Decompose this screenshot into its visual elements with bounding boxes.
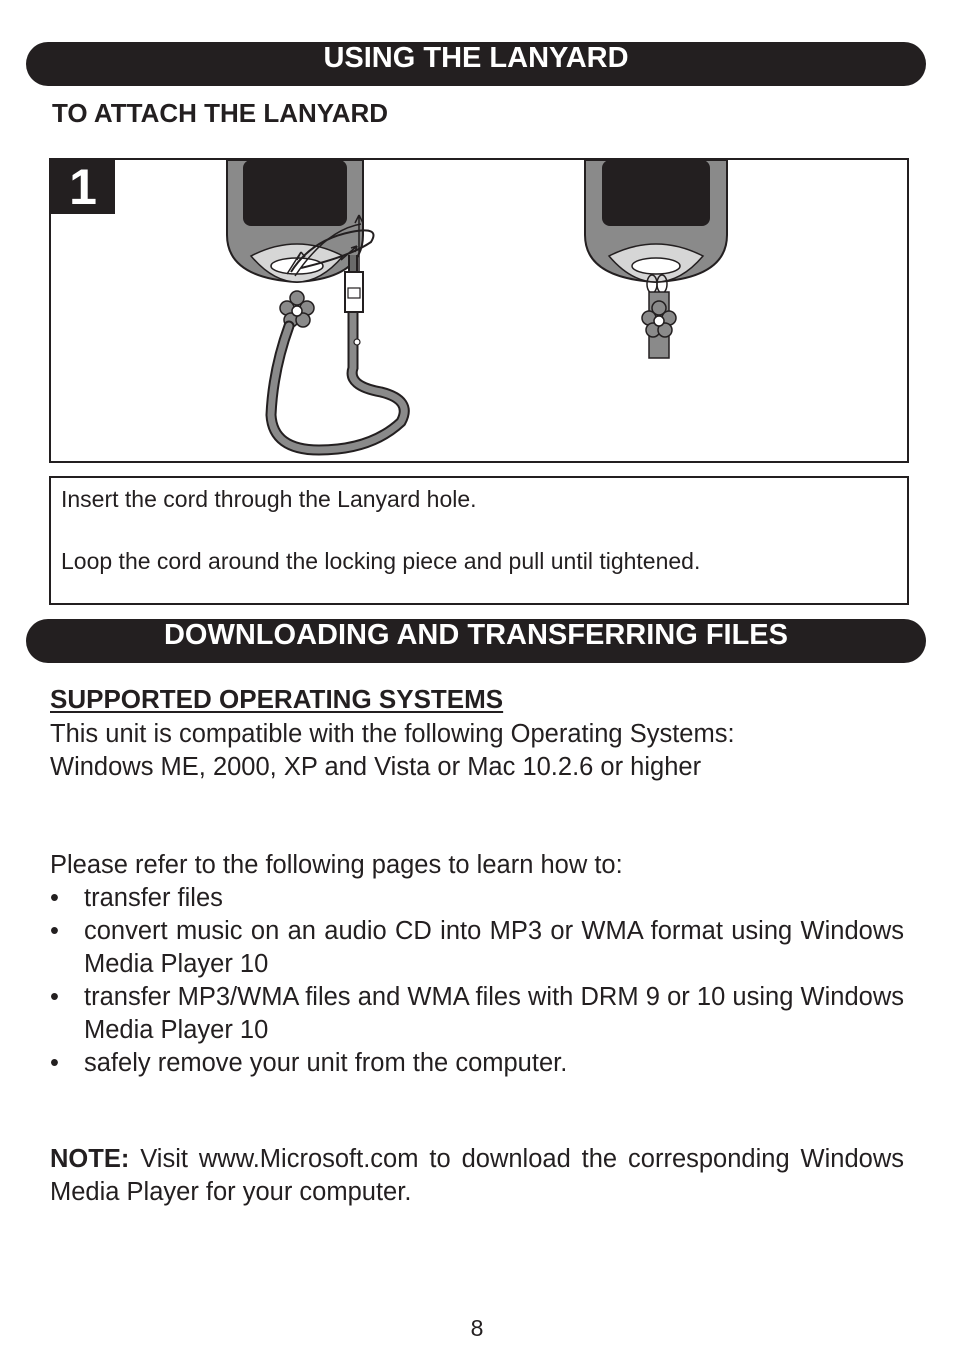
heading-supported-os: SUPPORTED OPERATING SYSTEMS xyxy=(50,684,504,714)
instruction-loop-cord: Loop the cord around the locking piece and pull until tightened. xyxy=(61,548,701,574)
step-number-badge: 1 xyxy=(51,160,115,214)
refer-intro: Please refer to the following pages to learn how to: xyxy=(50,851,623,879)
os-line-1: This unit is compatible with the following Operating Systems: xyxy=(50,720,735,748)
os-compatibility-text xyxy=(50,718,904,784)
note-label: NOTE: xyxy=(50,1145,130,1173)
instruction-insert-cord: Insert the cord through the Lanyard hole. xyxy=(61,486,477,512)
list-item: • safely remove your unit from the computer. xyxy=(50,1047,904,1080)
device-right xyxy=(585,160,727,282)
lanyard-diagram xyxy=(51,160,907,461)
flower-charm-left xyxy=(280,291,314,327)
lanyard-instructions-box xyxy=(49,476,909,605)
device-left xyxy=(227,160,363,282)
list-item: • transfer files xyxy=(50,882,904,915)
os-line-2: Windows ME, 2000, XP and Vista or Mac 10.2.6 or higher xyxy=(50,753,702,781)
banner-title: DOWNLOADING AND TRANSFERRING FILES xyxy=(163,619,788,651)
page-number: 8 xyxy=(470,1315,484,1341)
section-banner-downloading xyxy=(26,619,926,663)
cord-attached-right xyxy=(642,275,676,358)
note-paragraph xyxy=(50,1143,904,1209)
note-text: Visit www.Microsoft.com to download the corresponding Windows Media Player for your computer. xyxy=(50,1145,904,1206)
list-item: • convert music on an audio CD into MP3 or WMA format using Windows Media Player 10 xyxy=(50,915,904,981)
lanyard-illustration xyxy=(49,158,909,463)
locking-piece xyxy=(345,272,363,312)
section-banner-lanyard xyxy=(26,42,926,86)
refer-section xyxy=(50,849,904,1080)
list-item: • transfer MP3/WMA files and WMA files with DRM 9 or 10 using Windows Media Player 10 xyxy=(50,981,904,1047)
subheading-attach-lanyard: TO ATTACH THE LANYARD xyxy=(52,98,389,128)
banner-title: USING THE LANYARD xyxy=(323,42,629,74)
how-to-list xyxy=(50,882,904,1080)
lanyard-cord xyxy=(271,255,404,450)
